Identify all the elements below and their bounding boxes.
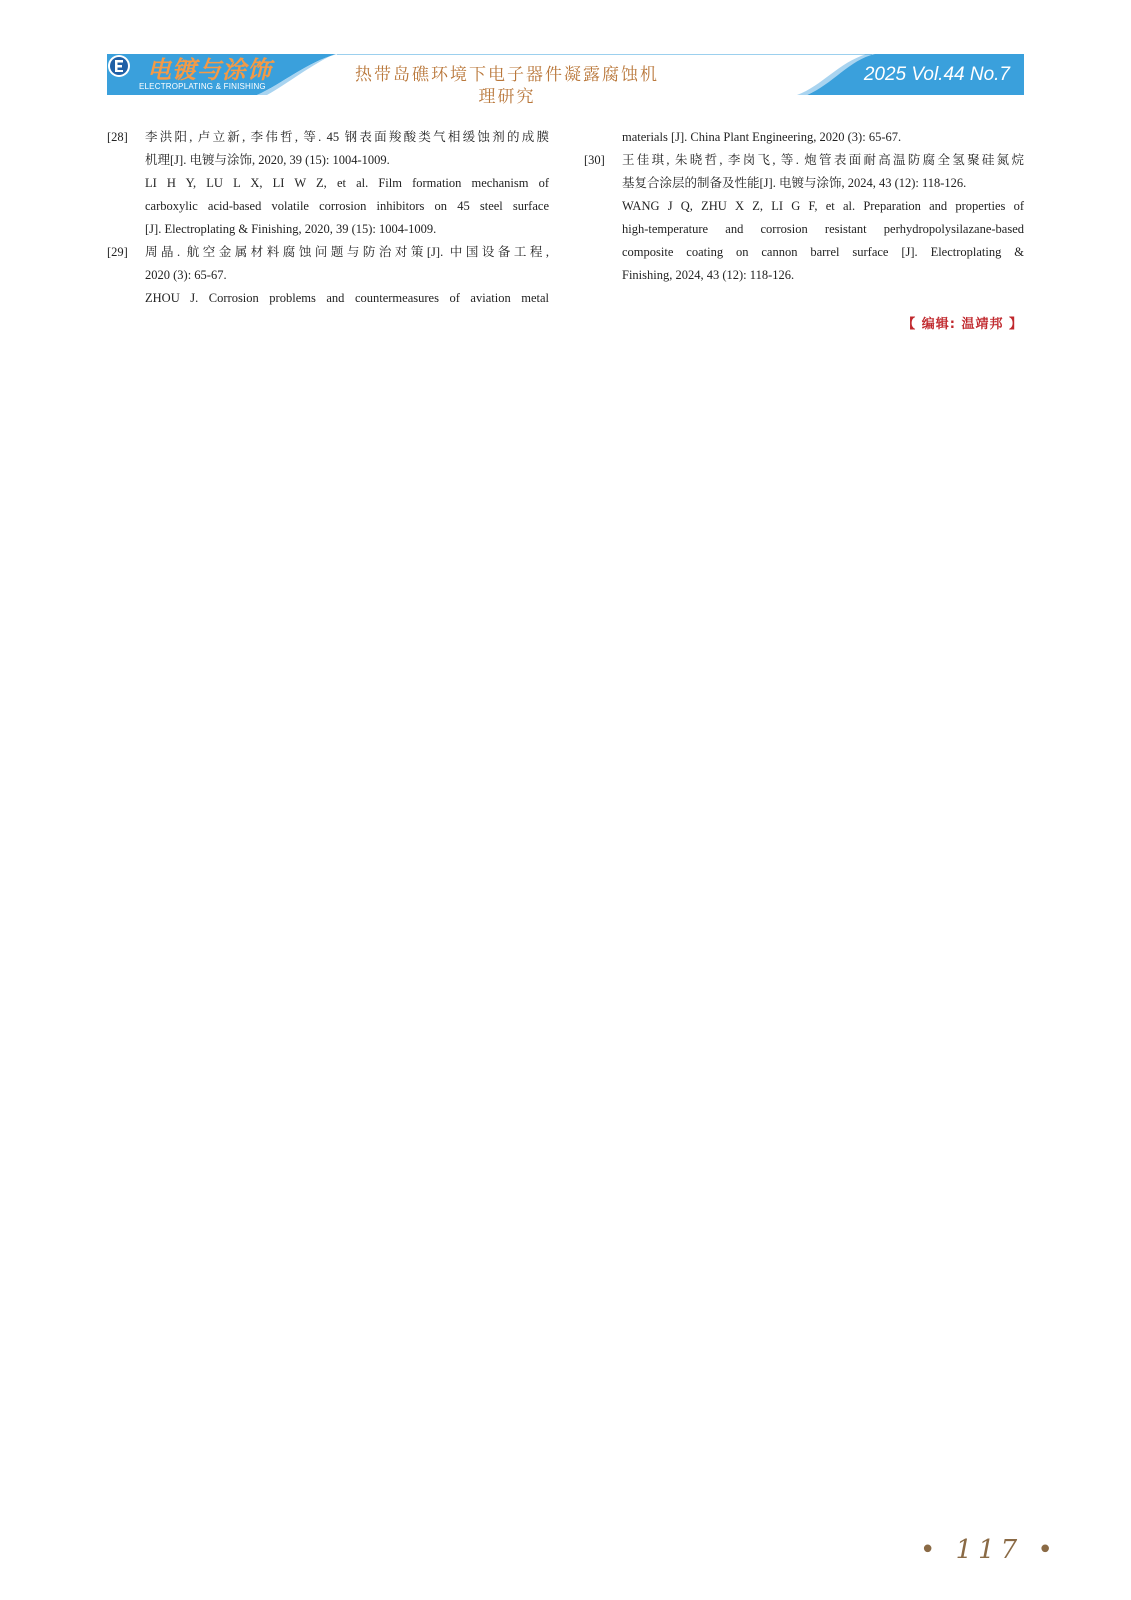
page-number: • 117 • (920, 1535, 1059, 1565)
reference-line: 王佳琪, 朱晓哲, 李岗飞, 等. 炮管表面耐高温防腐全氢聚硅氮烷 (622, 153, 1024, 167)
running-title: 热带岛礁环境下电子器件凝露腐蚀机理研究 (355, 65, 659, 107)
reference-line: high-temperature and corrosion resistant perhydropolysilazane-based (622, 222, 1024, 236)
reference-line: materials [J]. China Plant Engineering, 2020 (3): 65-67. (622, 130, 902, 144)
journal-logo-icon (107, 54, 131, 78)
reference-line: LI H Y, LU L X, LI W Z, et al. Film formation mechanism of (145, 176, 549, 190)
reference-line: Finishing, 2024, 43 (12): 118-126. (622, 268, 795, 282)
reference-item (107, 126, 549, 241)
editor-credit: 【 编辑: 温靖邦 】 (902, 317, 1023, 332)
reference-line: WANG J Q, ZHU X Z, LI G F, et al. Preparation and properties of (622, 199, 1024, 213)
reference-line: 2020 (3): 65-67. (145, 268, 227, 282)
issue-info: 2025 Vol.44 No.7 (863, 64, 1010, 85)
reference-line: 李洪阳, 卢立新, 李伟哲, 等. 45 钢表面羧酸类气相缓蚀剂的成膜 (145, 130, 549, 144)
reference-item (107, 241, 549, 310)
journal-logo-subtitle: ELECTROPLATING & FINISHING (139, 82, 266, 91)
reference-line: ZHOU J. Corrosion problems and countermeasures of aviation metal (145, 291, 549, 305)
reference-number: [29] (107, 245, 128, 259)
reference-item-continued (584, 126, 1024, 149)
reference-line: [J]. Electroplating & Finishing, 2020, 39 (15): 1004-1009. (145, 222, 437, 236)
references-left-column (107, 126, 549, 310)
reference-line: 机理[J]. 电镀与涂饰, 2020, 39 (15): 1004-1009. (145, 153, 390, 167)
reference-number: [30] (584, 153, 605, 167)
reference-number: [28] (107, 130, 128, 144)
reference-line: composite coating on cannon barrel surface [J]. Electroplating & (622, 245, 1024, 259)
reference-item (584, 149, 1024, 287)
journal-logo-text: 电镀与涂饰 (147, 55, 272, 84)
reference-line: carboxylic acid-based volatile corrosion inhibitors on 45 steel surface (145, 199, 549, 213)
reference-line: 基复合涂层的制备及性能[J]. 电镀与涂饰, 2024, 43 (12): 118-126. (622, 176, 967, 190)
reference-line: 周晶. 航空金属材料腐蚀问题与防治对策[J]. 中国设备工程, (145, 245, 549, 259)
page-header (107, 54, 1024, 107)
references-right-column (584, 126, 1024, 287)
